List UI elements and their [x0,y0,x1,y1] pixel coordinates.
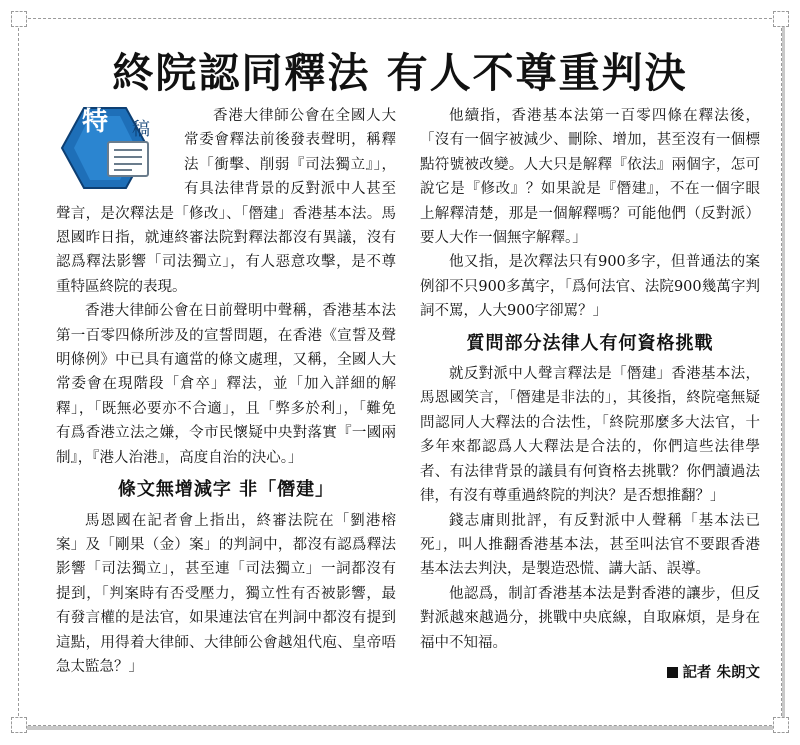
right-column [420,104,760,685]
paragraph: 他續指，香港基本法第一百零四條在釋法後，「沒有一個字被減少、刪除、增加，甚至沒有一個標點符號被改變。人大只是解釋『依法』兩個字，怎可說它是『修改』？如果說是『僭建』，不在一個字眼上解釋清楚，那是一個解釋嗎？可能他們（反對派）要人大作一個無字解釋。」 [420,108,760,247]
badge-icon [56,104,178,196]
paragraph: 香港大律師公會在日前聲明中聲稱，香港基本法第一百零四條所涉及的宣誓問題，在香港《宣誓及聲明條例》中已具有適當的條文處理，又稱，全國人大常委會在現階段「倉卒」釋法，並「加入詳細的解釋」，「既無必要亦不合適」，且「弊多於利」，「難免有爲香港立法之嫌，令市民懷疑中央對落實『一國兩制』，『港人治港』，高度自治的決心。」 [56,303,396,466]
left-column [56,104,396,679]
corner-mark [11,11,27,27]
byline [420,661,760,685]
corner-mark [11,717,27,733]
square-bullet-icon [667,667,678,678]
corner-mark [773,717,789,733]
byline-text: 記者 朱朗文 [682,664,760,681]
subheading: 質問部分法律人有何資格挑戰 [466,332,714,354]
subheading: 條文無增減字 非「僭建」 [117,479,335,501]
badge-char-main: 特 [82,107,109,137]
badge-char-sub: 稿 [132,119,150,140]
paragraph: 就反對派中人聲言釋法是「僭建」香港基本法，馬恩國笑言，「僭建是非法的」，其後指，終院毫無疑問認同人大釋法的合法性，「終院那麼多大法官，十多年來都認爲人大釋法是合法的，你們這些法律學者、有法律背景的議員有何資格去挑戰？你們讀過法律，有沒有尊重過終院的判決？是否想推翻？」 [420,366,760,505]
corner-mark [773,11,789,27]
paragraph: 他又指，是次釋法只有900多字，但普通法的案例卻不只900多萬字，「爲何法官、法院900幾萬字判詞不罵，人大900字卻罵？」 [420,254,760,320]
paragraph: 他認爲，制訂香港基本法是對香港的讓步，但反對派越來越過分，挑戰中央底線，自取麻煩，是身在福中不知福。 [420,585,760,651]
paragraph: 錢志庸則批評，有反對派中人聲稱「基本法已死」，叫人推翻香港基本法，甚至叫法官不要跟香港基本法去判決，是製造恐慌、講大話、誤導。 [420,512,760,578]
paragraph: 馬恩國在記者會上指出，終審法院在「劉港榕案」及「剛果（金）案」的判詞中，都沒有認爲釋法影響「司法獨立」，甚至連「司法獨立」一詞都沒有提到，「判案時有否受壓力，獨立性有否被影響，最有發言權的是法官，如果連法官在判詞中都沒有提到這點，用得着大律師、大律師公會越俎代庖、皇帝唔急太監急？」 [56,512,396,675]
headline: 終院認同釋法 有人不尊重判決 [112,49,688,97]
paragraph: 香港大律師公會在全國人大常委會釋法前後發表聲明，稱釋法「衝擊、削弱『司法獨立』」，有具法律背景的反對派中人甚至聲言，是次釋法是「修改」、「僭建」香港基本法。馬恩國昨日指，就連終審法院對釋法都沒有異議，沒有認爲釋法影響「司法獨立」，有人惡意攻擊，是不尊重特區終院的表現。 [56,108,396,295]
